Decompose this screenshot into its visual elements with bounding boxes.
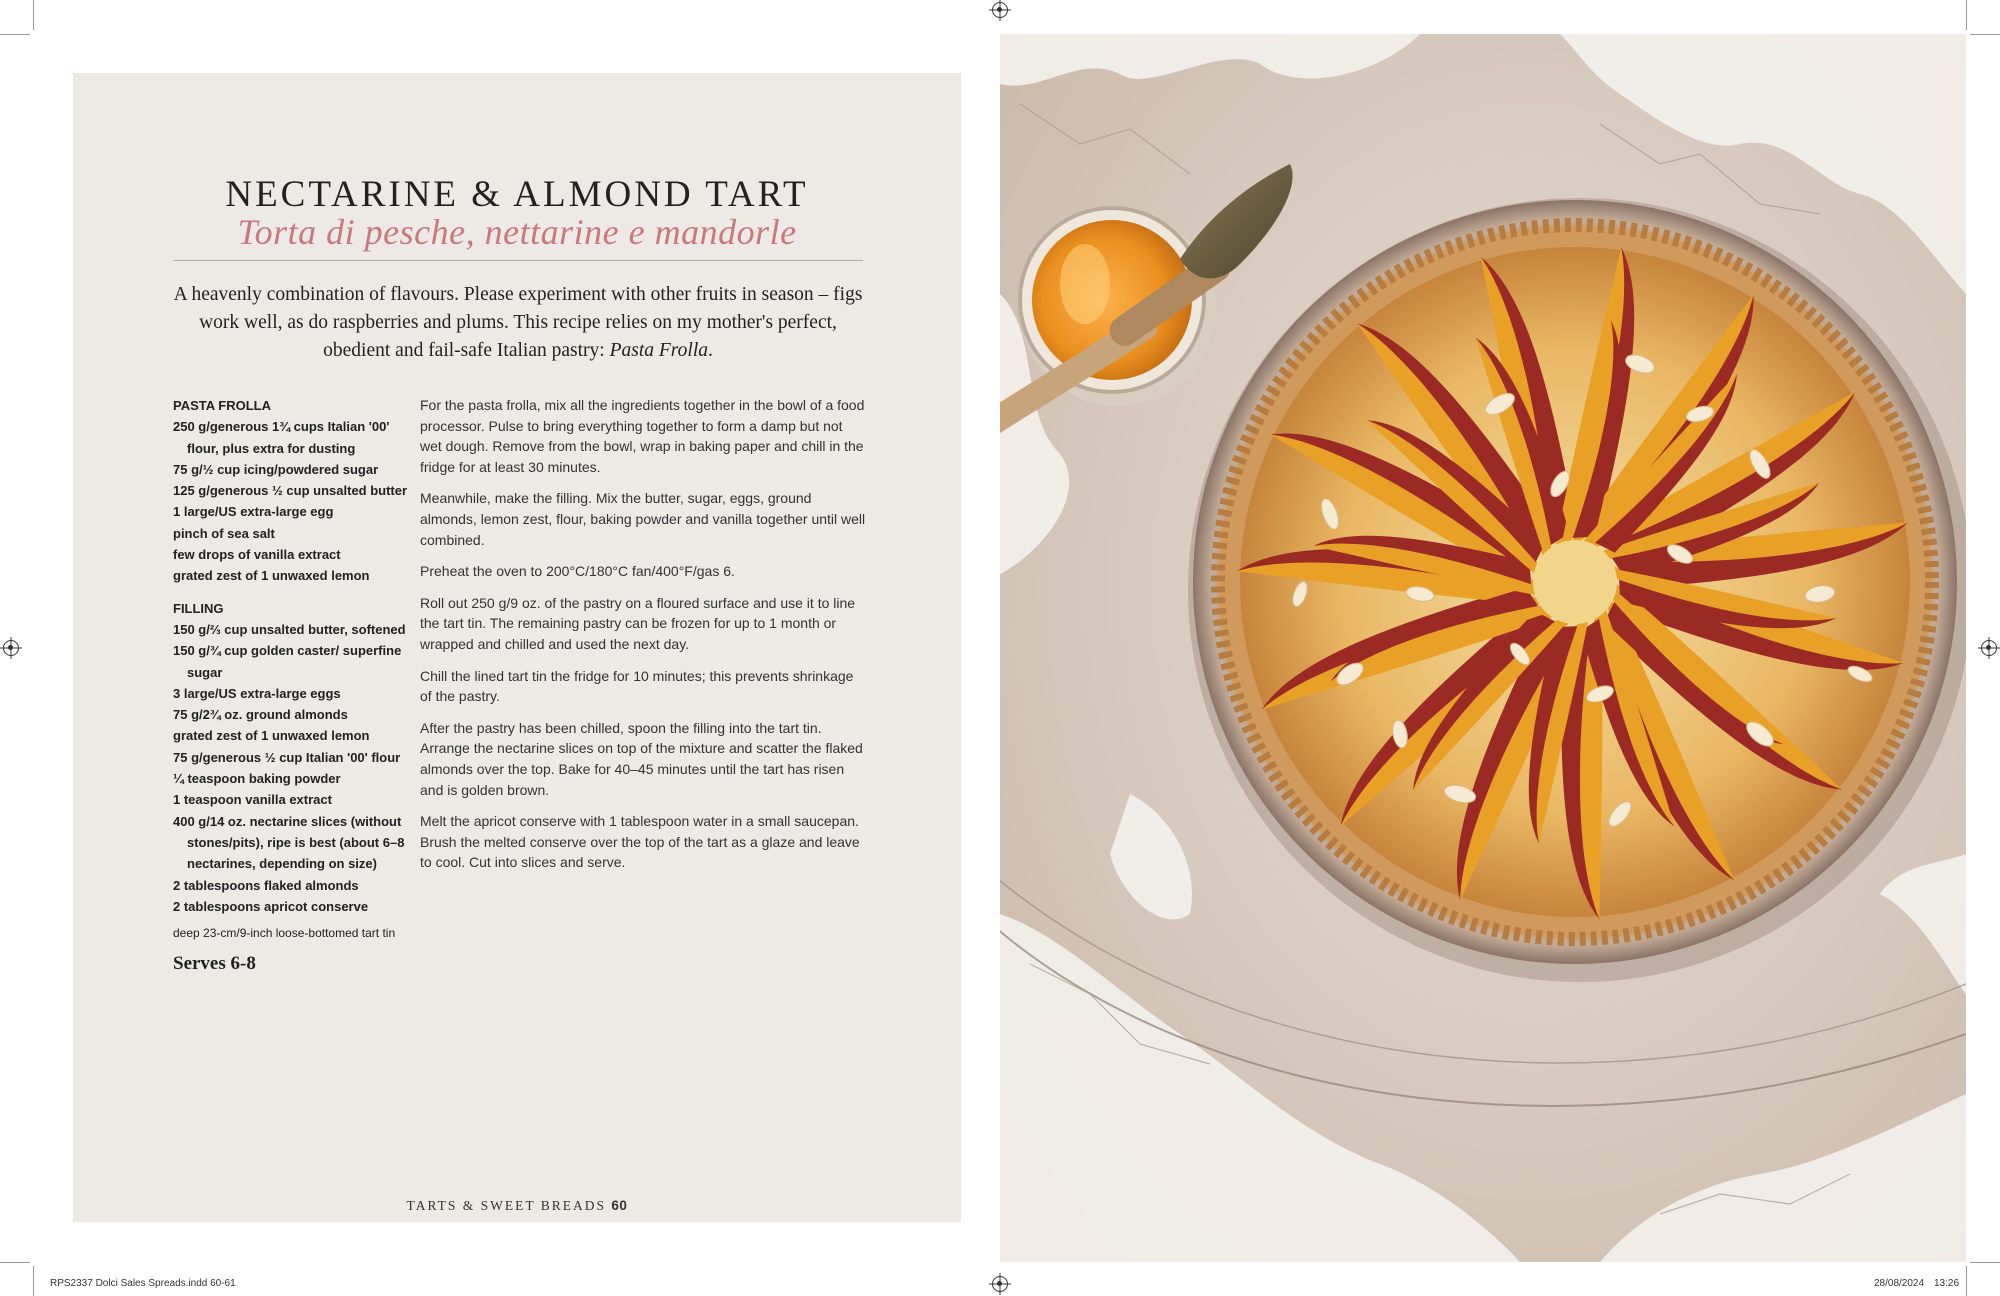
ingredient-item: 1 teaspoon vanilla extract [173, 792, 332, 808]
intro-italic: Pasta Frolla [609, 340, 708, 361]
page-number: 60 [611, 1198, 628, 1213]
crop-mark [0, 34, 30, 35]
ingredient-item: 2 tablespoons apricot conserve [173, 898, 369, 914]
ingredient-item: few drops of vanilla extract [173, 547, 341, 563]
ingredient-item: grated zest of 1 unwaxed lemon [173, 728, 370, 744]
ingredient-item: pinch of sea salt [173, 525, 275, 541]
intro-text: A heavenly combination of flavours. Please experiment with other fruits in season – figs work well, as do raspberries and plums. This recipe relies on my mother's perfect, obedient and fail-safe Italian pastry: [173, 284, 863, 361]
crop-mark [1966, 0, 1967, 30]
ingredient-item: 150 g/⅔ cup unsalted butter, softened [173, 621, 406, 637]
ingredient-item: 400 g/14 oz. nectarine slices (without stones/pits), ripe is best (about 6–8 nectarines, depending on size) [173, 813, 405, 872]
slug-date: 28/08/2024 [1874, 1278, 1925, 1289]
ingredient-item: 125 g/generous ½ cup unsalted butter [173, 483, 408, 499]
title-divider [173, 260, 863, 261]
pasta-frolla-list [173, 416, 409, 586]
ingredient-item: 75 g/½ cup icing/powdered sugar [173, 461, 379, 477]
method-step: After the pastry has been chilled, spoon the filling into the tart tin. Arrange the nectarine slices on top of the mixture and scatter the flaked almonds over the top. Bake for 40–45 minutes until the tart has risen and is golden brown. [420, 719, 863, 798]
ingredient-item: 75 g/generous ½ cup Italian '00' flour [173, 749, 401, 765]
recipe-subtitle: Torta di pesche, nettarine e mandorle [237, 212, 797, 252]
section-name: TARTS & SWEET BREADS [406, 1198, 607, 1213]
crop-mark [33, 0, 34, 30]
crop-mark [0, 1262, 30, 1263]
ingredient-item: grated zest of 1 unwaxed lemon [173, 568, 370, 584]
method-step: Melt the apricot conserve with 1 tablespoon water in a small saucepan. Brush the melted conserve over the top of the tart as a glaze and leave to cool. Cut into slices and serve. [420, 813, 860, 871]
crop-mark [1970, 34, 2000, 35]
crop-mark [33, 1266, 34, 1296]
slug-file: RPS2337 Dolci Sales Spreads.indd 60-61 [50, 1278, 236, 1289]
recipe-page [73, 73, 961, 1222]
page-footer [73, 1198, 961, 1214]
tart-photo [1000, 34, 1966, 1262]
filling-heading: FILLING [173, 600, 224, 616]
method-step: Meanwhile, make the filling. Mix the butter, sugar, eggs, ground almonds, lemon zest, flour, baking powder and vanilla together until well combined. [420, 490, 866, 548]
ingredient-item: 1 large/US extra-large egg [173, 504, 334, 520]
recipe-intro [173, 281, 863, 365]
ingredient-item: 150 g/¾ cup golden caster/ superfine sugar [173, 643, 402, 680]
ingredient-item: ¼ teaspoon baking powder [173, 771, 341, 787]
registration-mark-icon [3, 640, 19, 656]
method-step: Roll out 250 g/9 oz. of the pastry on a floured surface and use it to line the tart tin. The remaining pastry can be frozen for up to 1 month or wrapped and chilled and used the next day. [420, 594, 856, 652]
ingredients-column [173, 395, 409, 974]
crop-mark [1966, 1266, 1967, 1296]
registration-mark-icon [1981, 640, 1997, 656]
crop-mark [1970, 1262, 2000, 1263]
method-step: Preheat the oven to 200°C/180°C fan/400°F/gas 6. [420, 563, 735, 580]
method-step: Chill the lined tart tin the fridge for 10 minutes; this prevents shrinkage of the pastry. [420, 667, 854, 705]
method-column [420, 395, 866, 884]
serves-label: Serves 6-8 [173, 953, 256, 975]
pasta-frolla-heading: PASTA FROLLA [173, 398, 271, 413]
registration-mark-icon [992, 1276, 1008, 1292]
ingredient-item: 3 large/US extra-large eggs [173, 685, 341, 701]
filling-list [173, 619, 409, 917]
ingredient-item: 75 g/2¾ oz. ground almonds [173, 707, 348, 723]
method-step: For the pasta frolla, mix all the ingredients together in the bowl of a food processor. Pulse to bring everything together to form a damp but not wet dough. Remove from the bowl, wrap in baking paper and chill in the fridge for at least 30 minutes. [420, 397, 865, 475]
registration-mark-icon [992, 2, 1008, 18]
equipment-note: deep 23-cm/9-inch loose-bottomed tart tin [173, 926, 396, 941]
ingredient-item: 2 tablespoons flaked almonds [173, 877, 359, 893]
recipe-title: NECTARINE & ALMOND TART [225, 174, 809, 215]
slug-time: 13:26 [1934, 1278, 1960, 1289]
intro-end: . [707, 340, 713, 361]
ingredient-item: 250 g/generous 1¾ cups Italian '00' flour, plus extra for dusting [173, 419, 390, 456]
